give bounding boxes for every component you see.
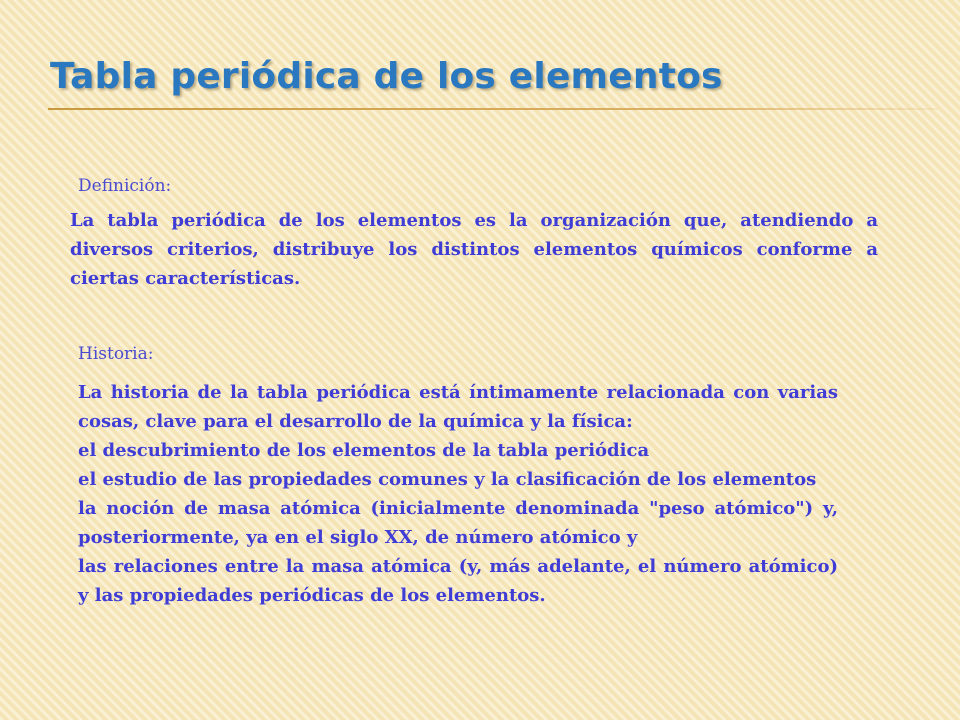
- historia-item-masa-atomica: la noción de masa atómica (inicialmente denominada "peso atómico") y, posteriormente, ya en el siglo XX, de número atómico y: [78, 498, 838, 548]
- historia-label: Historia:: [78, 344, 154, 364]
- historia-body: [78, 378, 838, 610]
- historia-item-descubrimiento: el descubrimiento de los elementos de la tabla periódica: [78, 440, 650, 461]
- title-underline: [48, 108, 938, 110]
- historia-item-relaciones: las relaciones entre la masa atómica (y, más adelante, el número atómico) y las propiedades periódicas de los elementos.: [78, 556, 838, 606]
- historia-item-estudio: el estudio de las propiedades comunes y la clasificación de los elementos: [78, 469, 817, 490]
- definicion-text: La tabla periódica de los elementos es la organización que, atendiendo a diversos criterios, distribuye los distintos elementos químicos conforme a ciertas características.: [70, 210, 878, 289]
- slide-title: Tabla periódica de los elementos: [50, 56, 723, 97]
- historia-intro: La historia de la tabla periódica está íntimamente relacionada con varias cosas, clave para el desarrollo de la química y la física:: [78, 382, 838, 432]
- definicion-label: Definición:: [78, 176, 172, 196]
